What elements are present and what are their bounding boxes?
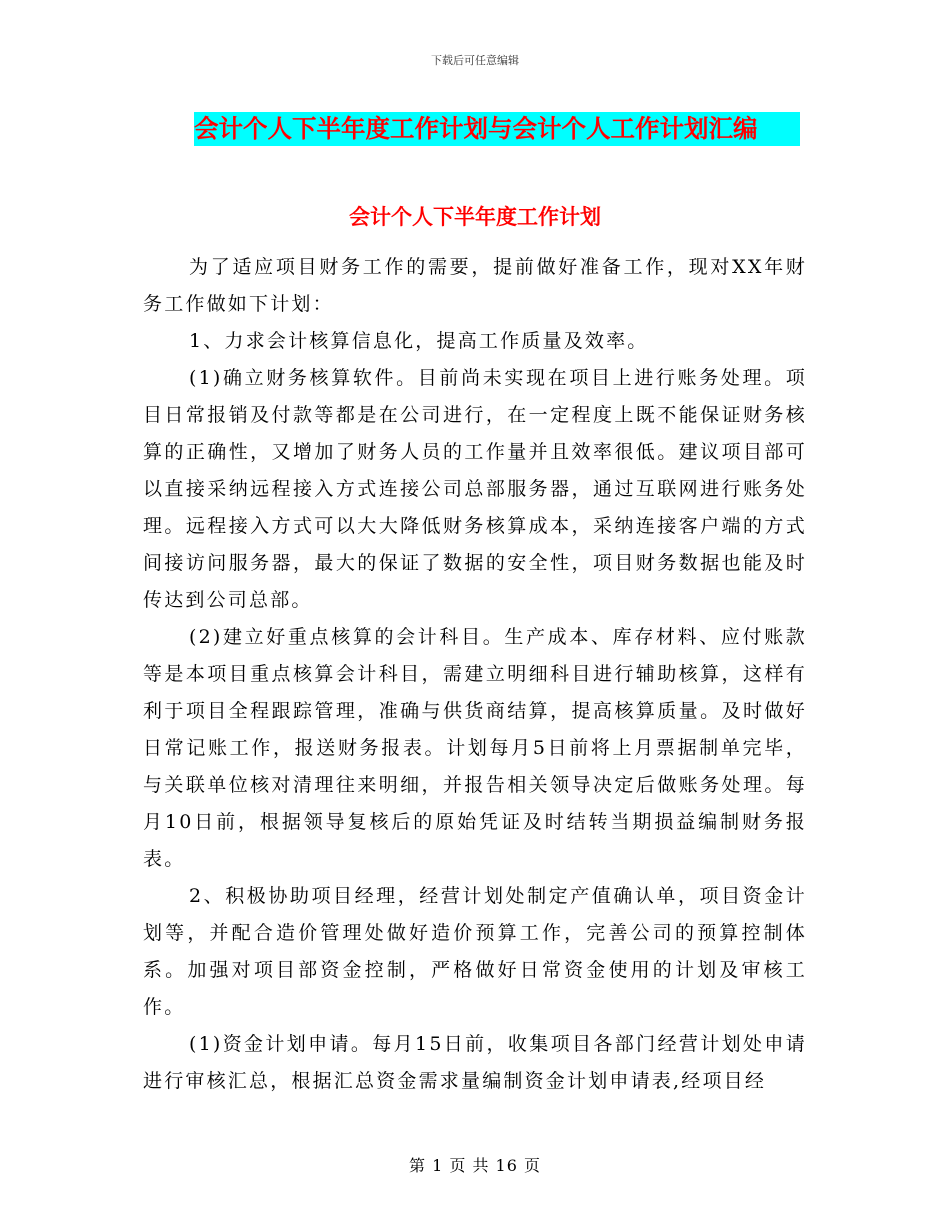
paragraph-item-1-1: (1)确立财务核算软件。目前尚未实现在项目上进行账务处理。项目日常报销及付款等都是在公司进行，在一定程度上既不能保证财务核算的正确性，又增加了财务人员的工作量并且效率很低。建议项目部可以直接采纳远程接入方式连接公司总部服务器，通过互联网进行账务处理。远程接入方式可以大大降低财务核算成本，采纳连接客户端的方式间接访问服务器，最大的保证了数据的安全性，项目财务数据也能及时传达到公司总部。 — [143, 367, 807, 611]
section-title: 会计个人下半年度工作计划 — [349, 205, 601, 229]
paragraph-item-2: 2、积极协助项目经理，经营计划处制定产值确认单，项目资金计划等，并配合造价管理处做好造价预算工作，完善公司的预算控制体系。加强对项目部资金控制，严格做好日常资金使用的计划及审核工作。 — [143, 885, 807, 1018]
page-number-footer: 第 1 页 共 16 页 — [409, 1156, 541, 1175]
paragraph-item-2-1: (1)资金计划申请。每月15日前，收集项目各部门经营计划处申请进行审核汇总，根据汇总资金需求量编制资金计划申请表,经项目经 — [143, 1033, 807, 1092]
main-title-highlight — [194, 112, 800, 146]
paragraph-item-1: 1、力求会计核算信息化，提高工作质量及效率。 — [189, 330, 649, 352]
document-body — [143, 222, 807, 1100]
paragraph-intro: 为了适应项目财务工作的需要，提前做好准备工作，现对XX年财务工作做如下计划： — [143, 256, 807, 315]
header-note: 下载后可任意编辑 — [431, 54, 519, 67]
paragraph-item-1-2: (2)建立好重点核算的会计科目。生产成本、库存材料、应付账款等是本项目重点核算会计科目，需建立明细科目进行辅助核算，这样有利于项目全程跟踪管理，准确与供货商结算，提高核算质量。及时做好日常记账工作，报送财务报表。计划每月5日前将上月票据制单完毕，与关联单位核对清理往来明细，并报告相关领导决定后做账务处理。每月10日前，根据领导复核后的原始凭证及时结转当期损益编制财务报表。 — [143, 626, 807, 870]
main-title: 会计个人下半年度工作计划与会计个人工作计划汇编 — [194, 114, 758, 143]
